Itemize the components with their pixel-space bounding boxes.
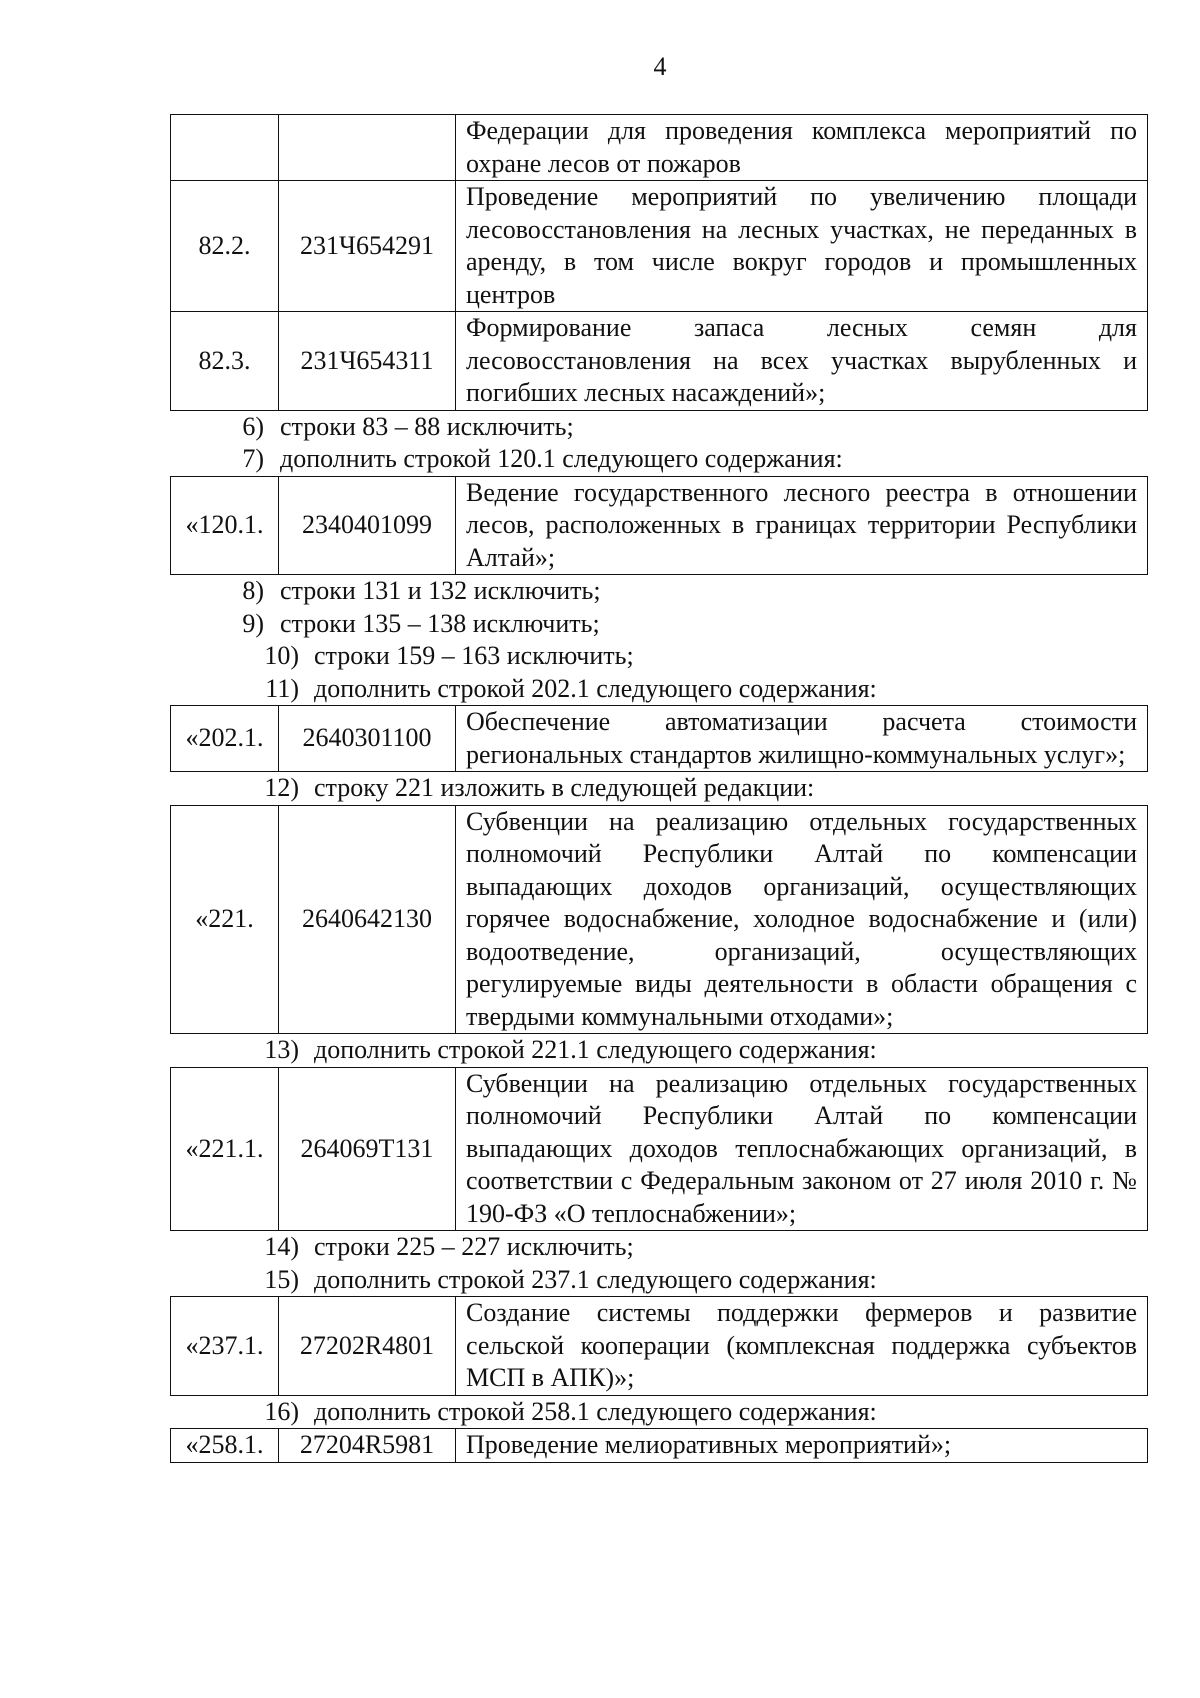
- list-item-marker: 10): [264, 641, 299, 670]
- budget-code-cell: 264069T131: [279, 1067, 456, 1231]
- description-cell: [456, 1297, 1148, 1396]
- table-row: [171, 181, 1148, 312]
- description-text: Субвенции на реализацию отдельных государственных полномочий Республики Алтай по компенсации выпадающих доходов организаций, осуществляющих горячее водоснабжение, холодное водоснабжение и (или) водоотведение, организаций, осуществляющих регулируемые виды деятельности в области обращения с твердыми коммунальными отходами»;: [466, 806, 1137, 1031]
- list-item-text: дополнить строкой 258.1 следующего содержания:: [314, 1396, 877, 1426]
- list-item-text: дополнить строкой 221.1 следующего содержания:: [314, 1035, 877, 1064]
- row-number-cell: «237.1.: [171, 1297, 279, 1396]
- description-cell: [456, 476, 1148, 575]
- list-item-marker: 14): [264, 1232, 299, 1261]
- list-item-marker: 6): [242, 411, 264, 441]
- classification-table: [170, 1428, 1148, 1463]
- description-text: Субвенции на реализацию отдельных государственных полномочий Республики Алтай по компенсации выпадающих доходов теплоснабжающих организаций, в соответствии с Федеральным законом от 27 июля 2010 г. № 190-ФЗ «О теплоснабжении»;: [466, 1068, 1137, 1228]
- classification-table: [170, 114, 1148, 411]
- page-number: 4: [653, 52, 667, 81]
- description-cell: [456, 312, 1148, 411]
- list-item-marker: 15): [264, 1264, 299, 1294]
- row-number-cell: «221.1.: [171, 1067, 279, 1231]
- classification-table: [170, 805, 1148, 1035]
- row-number-cell: 82.2.: [171, 181, 279, 312]
- list-item: [170, 1264, 1148, 1297]
- document-body: [170, 114, 1148, 1463]
- list-item: [170, 1034, 1148, 1067]
- description-text: Формирование запаса лесных семян для лесовосстановления на всех участках вырубленных и погибших лесных насаждений»;: [466, 313, 1137, 407]
- row-number-cell: [171, 115, 279, 181]
- description-text: Проведение мелиоративных мероприятий»;: [466, 1430, 952, 1459]
- description-text: Создание системы поддержки фермеров и развитие сельской кооперации (комплексная поддержка субъектов МСП в АПК)»;: [466, 1298, 1137, 1392]
- budget-code-cell: 2640301100: [279, 706, 456, 772]
- classification-table: [170, 705, 1148, 772]
- list-item: [170, 640, 1148, 673]
- table-row: [171, 805, 1148, 1034]
- classification-table: [170, 1067, 1148, 1232]
- list-item-text: строки 135 – 138 исключить;: [280, 608, 600, 638]
- list-item: [170, 1231, 1148, 1264]
- list-item-marker: 11): [265, 673, 299, 703]
- table-row: [171, 476, 1148, 575]
- list-item-text: дополнить строкой 202.1 следующего содержания:: [314, 673, 877, 703]
- row-number-cell: 82.3.: [171, 312, 279, 411]
- list-item-marker: 13): [264, 1035, 299, 1064]
- description-cell: [456, 706, 1148, 772]
- list-item-text: строки 131 и 132 исключить;: [280, 576, 601, 605]
- table-row: [171, 1067, 1148, 1231]
- list-item: [170, 608, 1148, 641]
- budget-code-cell: 2640642130: [279, 805, 456, 1034]
- description-cell: [456, 1429, 1148, 1463]
- list-item: [170, 575, 1148, 608]
- list-item-text: дополнить строкой 237.1 следующего содержания:: [314, 1264, 877, 1294]
- list-item-text: строку 221 изложить в следующей редакции:: [314, 773, 815, 802]
- description-text: Федерации для проведения комплекса мероприятий по охране лесов от пожаров: [466, 116, 1137, 178]
- table-row: [171, 706, 1148, 772]
- description-text: Ведение государственного лесного реестра в отношении лесов, расположенных в границах территории Республики Алтай»;: [466, 477, 1137, 572]
- budget-code-cell: 2340401099: [279, 476, 456, 575]
- budget-code-cell: 27202R4801: [279, 1297, 456, 1396]
- classification-table: [170, 476, 1148, 576]
- table-row: [171, 1297, 1148, 1396]
- list-item-text: строки 159 – 163 исключить;: [314, 641, 634, 670]
- table-row: [171, 115, 1148, 181]
- budget-code-cell: 27204R5981: [279, 1429, 456, 1463]
- row-number-cell: «221.: [171, 805, 279, 1034]
- list-item-text: дополнить строкой 120.1 следующего содержания:: [280, 444, 843, 473]
- list-item-marker: 16): [264, 1396, 299, 1426]
- description-cell: [456, 115, 1148, 181]
- row-number-cell: «258.1.: [171, 1429, 279, 1463]
- list-item: [170, 443, 1148, 476]
- list-item-marker: 7): [242, 444, 264, 473]
- description-text: Обеспечение автоматизации расчета стоимости региональных стандартов жилищно-коммунальных услуг»;: [466, 707, 1137, 769]
- budget-code-cell: 231Ч654291: [279, 181, 456, 312]
- classification-table: [170, 1296, 1148, 1396]
- list-item: [170, 411, 1148, 444]
- description-cell: [456, 805, 1148, 1034]
- description-cell: [456, 1067, 1148, 1231]
- description-text: Проведение мероприятий по увеличению площади лесовосстановления на лесных участках, не переданных в аренду, в том числе вокруг городов и промышленных центров: [466, 182, 1137, 309]
- budget-code-cell: 231Ч654311: [279, 312, 456, 411]
- list-item: [170, 673, 1148, 706]
- list-item-marker: 9): [242, 608, 264, 638]
- table-row: [171, 1429, 1148, 1463]
- list-item: [170, 1396, 1148, 1429]
- list-item-text: строки 225 – 227 исключить;: [314, 1232, 634, 1261]
- list-item: [170, 772, 1148, 805]
- row-number-cell: «120.1.: [171, 476, 279, 575]
- list-item-marker: 12): [264, 773, 299, 802]
- list-item-text: строки 83 – 88 исключить;: [280, 411, 574, 441]
- list-item-marker: 8): [242, 576, 264, 605]
- budget-code-cell: [279, 115, 456, 181]
- table-row: [171, 312, 1148, 411]
- row-number-cell: «202.1.: [171, 706, 279, 772]
- description-cell: [456, 181, 1148, 312]
